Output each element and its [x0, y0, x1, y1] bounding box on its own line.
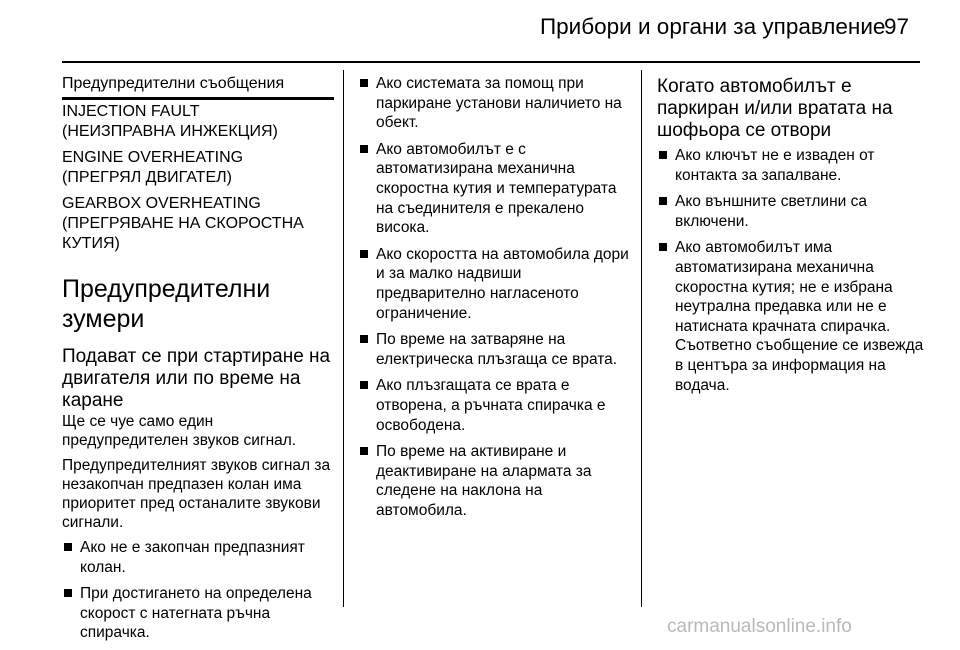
header-rule	[62, 61, 920, 63]
column-1	[62, 74, 334, 650]
list-item: Ако системата за помощ при паркиране установи наличието на обект.	[358, 74, 634, 133]
watermark: carmanualsonline.info	[667, 616, 852, 637]
bullet-square-icon	[360, 250, 368, 258]
warning-messages-heading: Предупредителни съобщения	[62, 74, 334, 100]
column-divider-left	[343, 70, 344, 607]
message-line-en: INJECTION FAULT	[62, 103, 200, 120]
bullet-list	[358, 74, 634, 520]
subsection-title-parked: Когато автомобилът е паркиран и/или вратата на шофьора се отвори	[657, 76, 893, 141]
list-item: Ако автомобилът е с автоматизирана механична скоростна кутия и температурата на съединителя е прекалено висока.	[358, 140, 634, 238]
list-item: Ако автомобилът има автоматизирана механична скоростна кутия; не е избрана неутрална предавка или не е натисната крачната спирачка. Съответно съобщение се извежда в центъра за информация на водача.	[657, 238, 927, 395]
warning-message-engine-overheating	[62, 148, 334, 188]
bullet-square-icon	[659, 243, 667, 251]
subsection-title-start-or-driving: Подават се при стартиране на двигателя или по време на каране	[62, 346, 331, 411]
warning-message-gearbox-overheating	[62, 194, 334, 254]
list-item: Ако външните светлини са включени.	[657, 192, 927, 231]
list-item: Ако ключът не е изваден от контакта за запалване.	[657, 146, 927, 185]
bullet-square-icon	[360, 381, 368, 389]
message-line-en: ENGINE OVERHEATING	[62, 149, 244, 166]
warning-message-injection-fault	[62, 102, 334, 142]
list-item: По време на затваряне на електрическа плъзгаща се врата.	[358, 330, 634, 369]
bullet-list	[62, 538, 334, 643]
paragraph: Предупредителният звуков сигнал за незакопчан предпазен колан има приоритет пред останалите звукови сигнали.	[62, 457, 331, 531]
bullet-square-icon	[64, 589, 72, 597]
list-item: Ако скоростта на автомобила дори и за малко надвиши предварително нагласеното ограничение.	[358, 245, 634, 323]
list-item: По време на активиране и деактивиране на алармата за следене на наклона на автомобила.	[358, 442, 634, 520]
page-header-title: Прибори и органи за управление	[540, 14, 886, 39]
bullet-square-icon	[360, 145, 368, 153]
message-line-bg: (НЕИЗПРАВНА ИНЖЕКЦИЯ)	[62, 123, 278, 140]
column-2	[358, 74, 634, 527]
bullet-list	[657, 146, 927, 395]
list-item: Ако не е закопчан предпазният колан.	[62, 538, 334, 577]
bullet-square-icon	[659, 151, 667, 159]
bullet-square-icon	[659, 197, 667, 205]
bullet-square-icon	[360, 79, 368, 87]
section-title-warning-chimes: Предупредителни зумери	[62, 275, 271, 333]
page-number: 97	[884, 14, 910, 39]
column-divider-right	[641, 70, 642, 607]
message-line-en: GEARBOX OVERHEATING	[62, 195, 261, 212]
paragraph: Ще се чуе само един предупредителен звуков сигнал.	[62, 413, 297, 449]
bullet-square-icon	[360, 335, 368, 343]
message-line-bg: (ПРЕГРЯВАНЕ НА СКОРОСТНА КУТИЯ)	[62, 215, 304, 252]
list-item: При достигането на определена скорост с натегната ръчна спирачка.	[62, 584, 334, 643]
bullet-square-icon	[64, 543, 72, 551]
bullet-square-icon	[360, 447, 368, 455]
message-line-bg: (ПРЕГРЯЛ ДВИГАТЕЛ)	[62, 169, 232, 186]
column-3	[657, 74, 927, 402]
list-item: Ако плъзгащата се врата е отворена, а ръчната спирачка е освободена.	[358, 376, 634, 435]
